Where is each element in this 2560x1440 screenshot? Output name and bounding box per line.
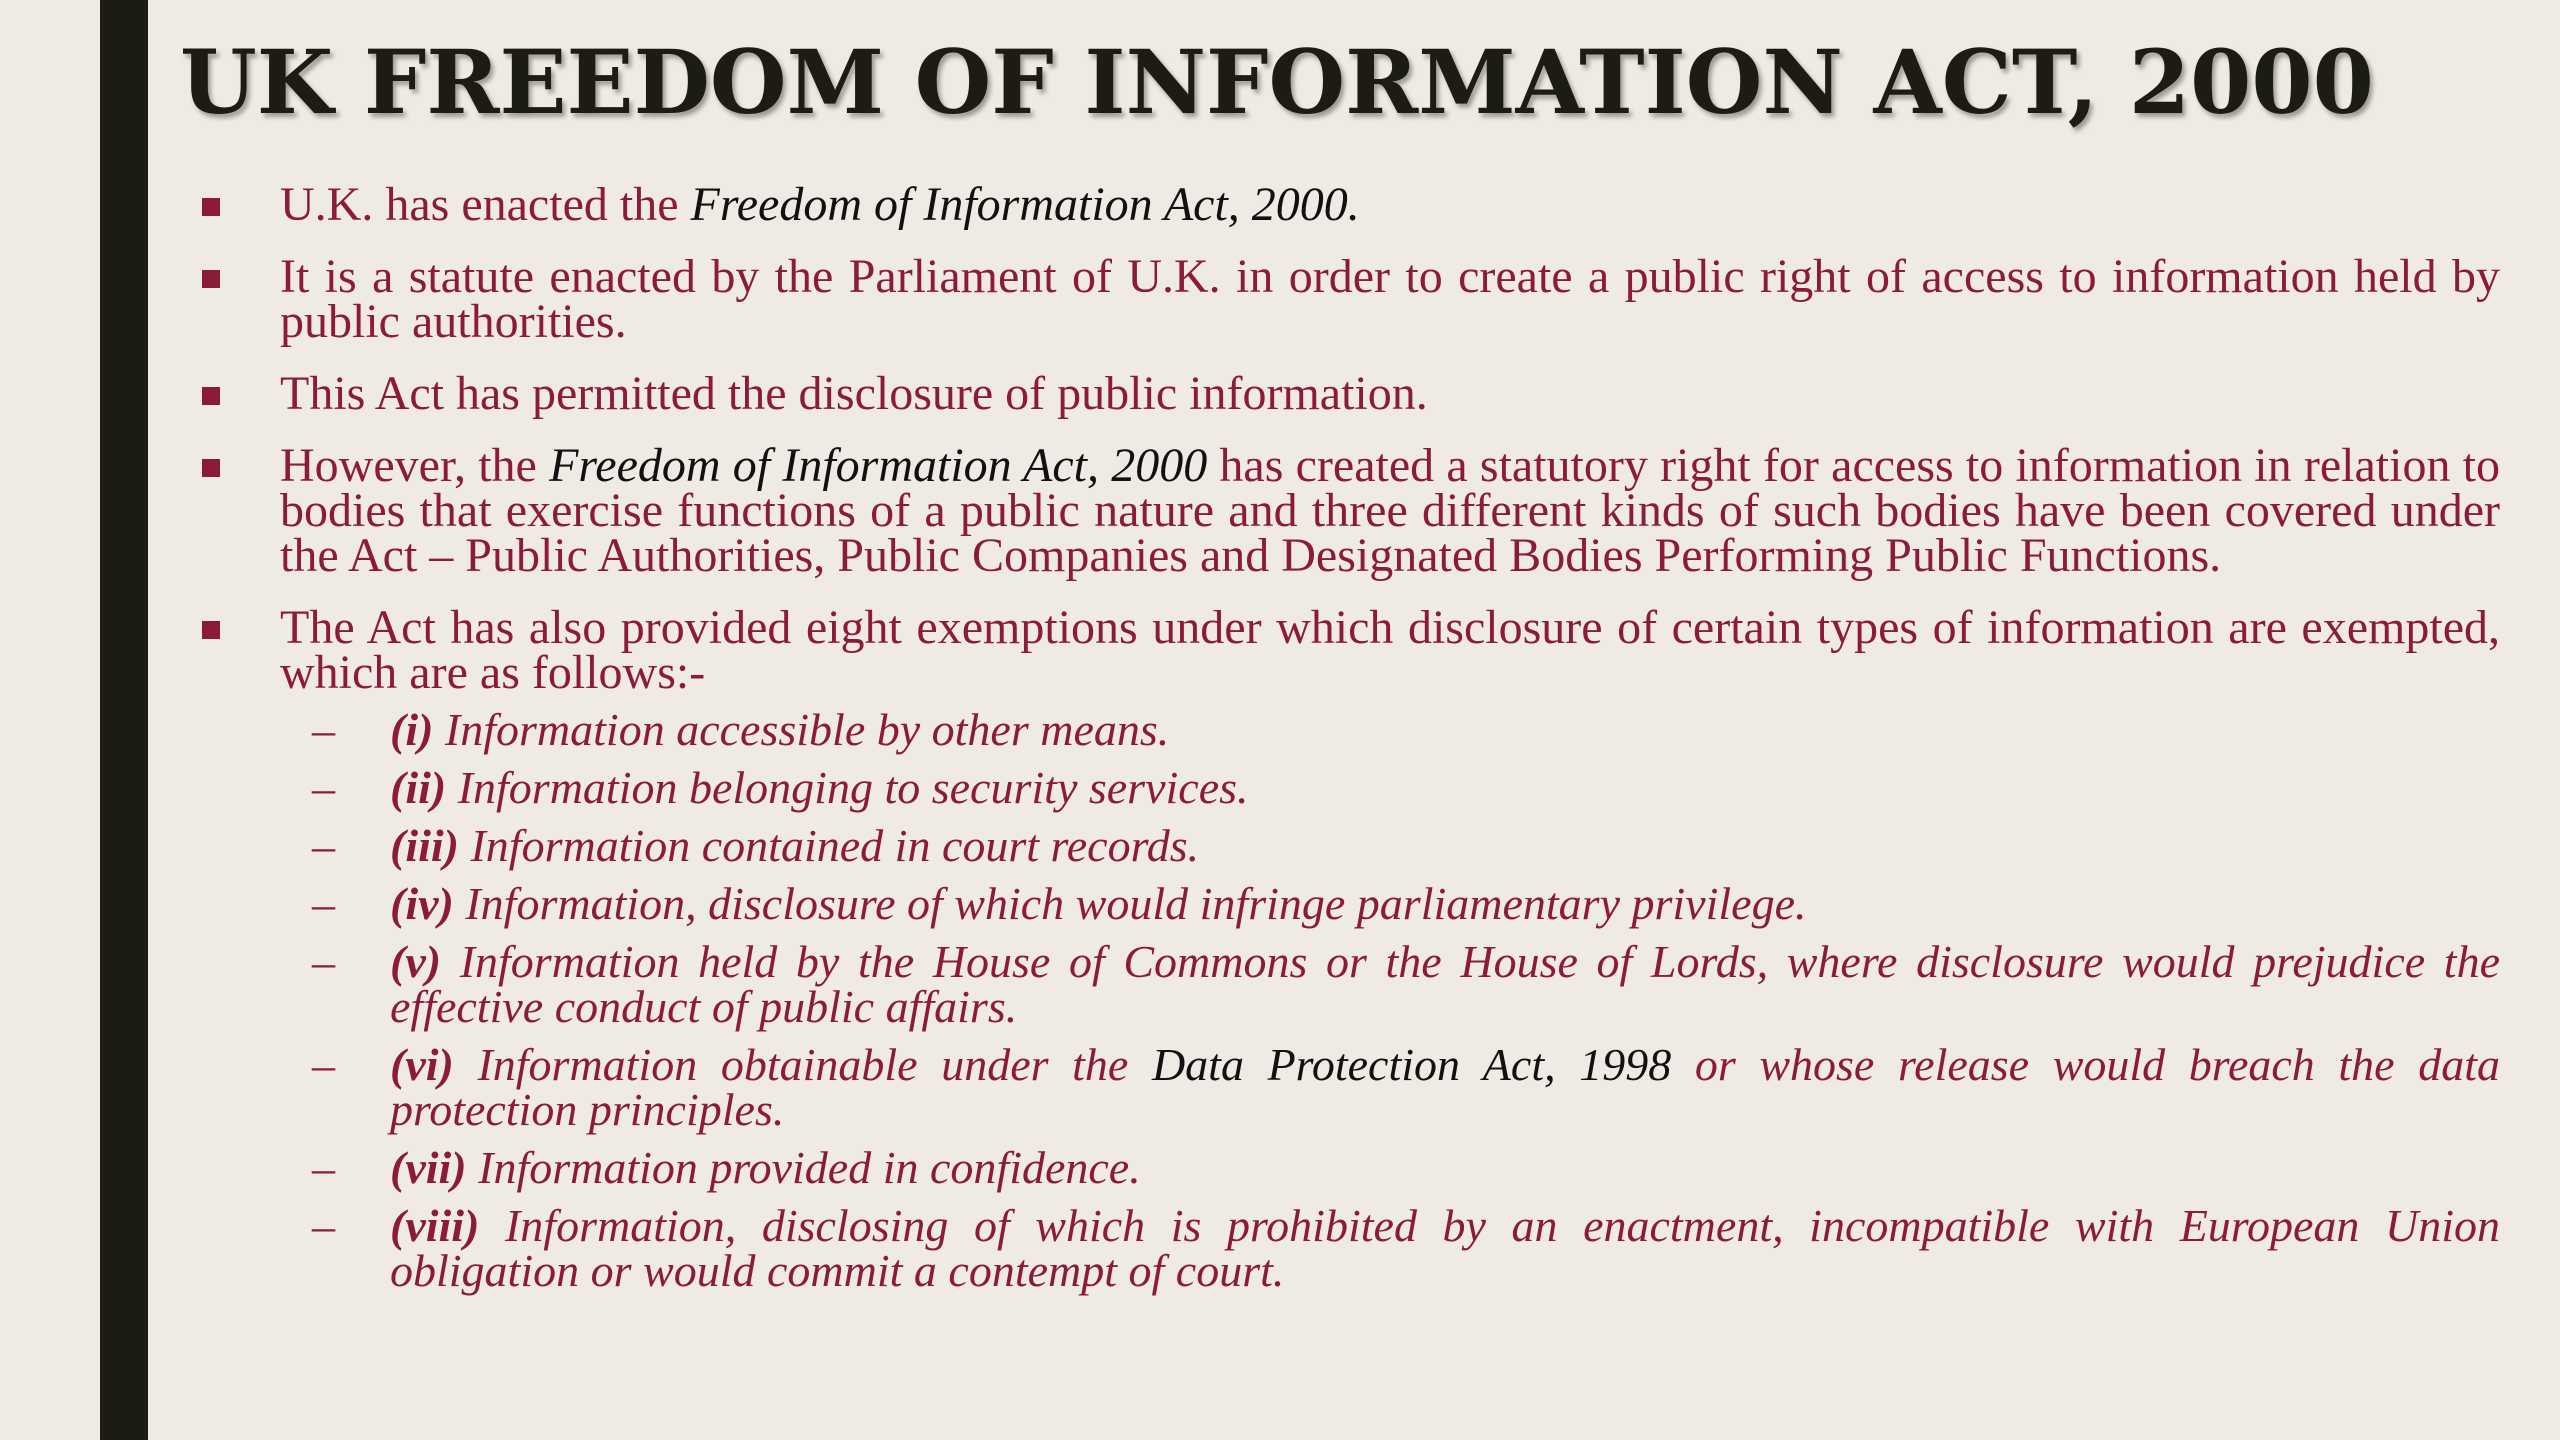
exemption-item — [200, 878, 2500, 929]
exemption-item — [200, 1142, 2500, 1193]
slide-title: UK FREEDOM OF INFORMATION ACT, 2000 — [180, 30, 2374, 134]
exemption-text: Information, disclosure of which would infringe parliamentary privilege. — [453, 878, 1807, 929]
exemption-text: Information accessible by other means. — [433, 704, 1170, 755]
exemption-number: (vi) — [390, 1039, 454, 1090]
exemption-text: Information contained in court records. — [458, 820, 1200, 871]
exemption-item — [200, 936, 2500, 1032]
exemption-item — [200, 1200, 2500, 1296]
bullet-text: The Act has also provided eight exemptions under which disclosure of certain types of information are exempted, which are as follows:- — [280, 601, 2500, 699]
exemption-text: Information provided in confidence. — [466, 1142, 1141, 1193]
dash-bullet: – — [312, 1142, 335, 1193]
dash-bullet: – — [312, 1200, 335, 1251]
exemption-number: (iv) — [390, 878, 454, 929]
dash-bullet: – — [312, 762, 335, 813]
exemption-number: (viii) — [390, 1200, 480, 1251]
exemption-number: (iii) — [390, 820, 459, 871]
exemption-text: Information, disclosing of which is prohibited by an enactment, incompatible with European Union obligation or would commit a contempt of court. — [390, 1200, 2500, 1296]
slide-content — [200, 178, 2501, 1306]
square-bullet-icon — [202, 270, 220, 288]
dash-bullet: – — [312, 820, 335, 871]
exemption-item — [200, 1039, 2500, 1135]
dash-bullet: – — [312, 704, 335, 755]
exemption-text: Information held by the House of Commons or the House of Lords, where disclosure would prejudice the effective conduct of public affairs. — [390, 936, 2500, 1032]
exemptions-list — [200, 704, 2500, 1296]
bullet-item — [200, 178, 2500, 231]
exemption-number: (vii) — [390, 1142, 467, 1193]
exemption-text: Information obtainable under the — [453, 1039, 1152, 1090]
square-bullet-icon — [202, 621, 220, 639]
exemption-item — [200, 820, 2500, 871]
bullet-item — [200, 439, 2501, 582]
side-accent-bar — [100, 0, 148, 1440]
exemption-text: or whose release would breach the data protection principles. — [390, 1039, 2500, 1135]
square-bullet-icon — [202, 198, 220, 216]
bullet-item — [200, 367, 2500, 420]
square-bullet-icon — [202, 459, 220, 477]
act-name: Freedom of Information Act, 2000. — [690, 178, 1360, 231]
exemption-number: (v) — [390, 936, 442, 987]
bullet-text: U.K. has enacted the — [280, 178, 691, 231]
dash-bullet: – — [312, 878, 335, 929]
bullet-item — [200, 601, 2500, 699]
bullet-text: It is a statute enacted by the Parliament of U.K. in order to create a public right of access to information held by public authorities. — [280, 250, 2500, 348]
exemption-item — [200, 762, 2500, 813]
exemption-number: (ii) — [390, 762, 447, 813]
bullet-item — [200, 250, 2500, 348]
act-name: Freedom of Information Act, 2000 — [549, 439, 1208, 492]
bullet-text: However, the — [280, 439, 550, 492]
exemption-text: Information belonging to security services. — [446, 762, 1249, 813]
bullet-text: has created a statutory right for access to information in relation to bodies that exercise functions of a public nature and three different kinds of such bodies have been covered under the Act – Public Authorities, Public Companies and Designated Bodies Performing Public Functions. — [280, 439, 2501, 582]
dash-bullet: – — [312, 936, 335, 987]
square-bullet-icon — [202, 387, 220, 405]
exemption-number: (i) — [390, 704, 434, 755]
act-name: Data Protection Act, 1998 — [1151, 1039, 1672, 1090]
bullet-text: This Act has permitted the disclosure of public information. — [280, 367, 1428, 420]
exemption-item — [200, 704, 2500, 755]
dash-bullet: – — [312, 1039, 335, 1090]
